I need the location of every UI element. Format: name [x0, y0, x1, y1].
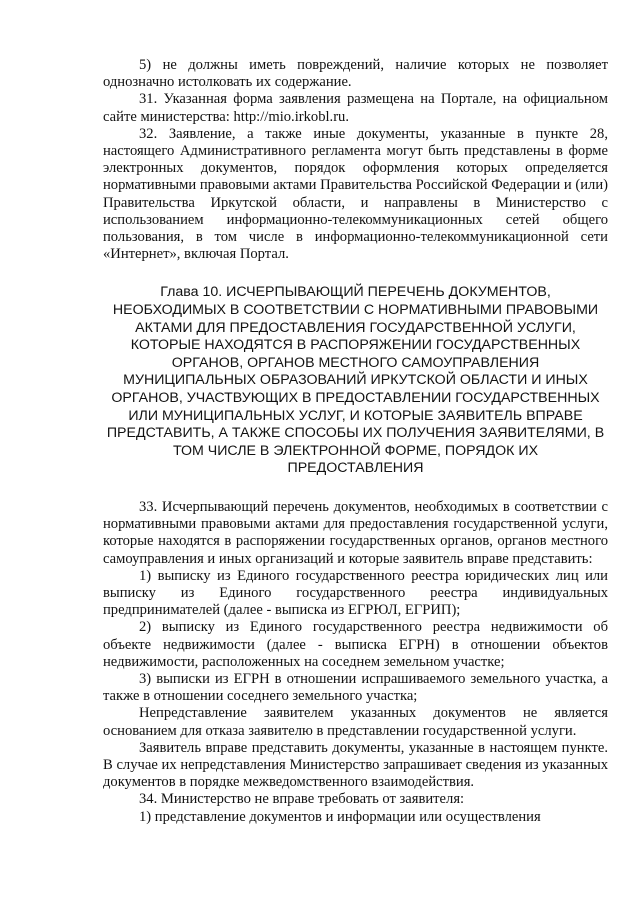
paragraph-31: 31. Указанная форма заявления размещена на Портале, на официальном сайте министерства: http://mio.irkobl.ru.	[103, 91, 608, 125]
paragraph-applicant-right: Заявитель вправе представить документы, указанные в настоящем пункте. В случае их непредставления Министерство запрашивает сведения из указанных документов в порядке межведомственного взаимодействия.	[103, 739, 608, 791]
paragraph-nonsubmission: Непредставление заявителем указанных документов не является основанием для отказа заявителю в представлении государственной услуги.	[103, 705, 608, 739]
paragraph-item-5: 5) не должны иметь повреждений, наличие которых не позволяет однозначно истолковать их содержание.	[103, 57, 608, 91]
paragraph-33-item-2: 2) выписку из Единого государственного реестра недвижимости об объекте недвижимости (далее - выписка ЕГРН) в отношении объектов недвижимости, расположенных на соседнем земельном участке;	[103, 619, 608, 670]
paragraph-33-item-3: 3) выписки из ЕГРН в отношении испрашиваемого земельного участка, а также в отношении соседнего земельного участка;	[103, 671, 608, 705]
paragraph-34: 34. Министерство не вправе требовать от заявителя:	[139, 791, 465, 808]
chapter-heading: Глава 10. ИСЧЕРПЫВАЮЩИЙ ПЕРЕЧЕНЬ ДОКУМЕНТОВ, НЕОБХОДИМЫХ В СООТВЕТСТВИИ С НОРМАТИВНЫМИ ПРАВОВЫМИ АКТАМИ ДЛЯ ПРЕДОСТАВЛЕНИЯ ГОСУДАРСТВЕННОЙ УСЛУГИ, КОТОРЫЕ НАХОДЯТСЯ В РАСПОРЯЖЕНИИ ГОСУДАРСТВЕННЫХ ОРГАНОВ, ОРГАНОВ МЕСТНОГО САМОУПРАВЛЕНИЯ МУНИЦИПАЛЬНЫХ ОБРАЗОВАНИЙ ИРКУТСКОЙ ОБЛАСТИ И ИНЫХ ОРГАНОВ, УЧАСТВУЮЩИХ В ПРЕДОСТАВЛЕНИИ ГОСУДАРСТВЕННЫХ ИЛИ МУНИЦИПАЛЬНЫХ УСЛУГ, И КОТОРЫЕ ЗАЯВИТЕЛЬ ВПРАВЕ ПРЕДСТАВИТЬ, А ТАКЖЕ СПОСОБЫ ИХ ПОЛУЧЕНИЯ ЗАЯВИТЕЛЯМИ, В ТОМ ЧИСЛЕ В ЭЛЕКТРОННОЙ ФОРМЕ, ПОРЯДОК ИХ ПРЕДОСТАВЛЕНИЯ	[106, 284, 605, 477]
document-page	[103, 57, 608, 826]
paragraph-32: 32. Заявление, а также иные документы, указанные в пункте 28, настоящего Административного регламента могут быть представлены в форме электронных документов, порядок оформления которых определяется нормативными правовыми актами Правительства Российской Федерации и (или) Правительства Иркутской области, и направлены в Министерство с использованием информационно-телекоммуникационных сетей общего пользования, в том числе в информационно-телекоммуникационной сети «Интернет», включая Портал.	[103, 125, 608, 263]
paragraph-33-item-1: 1) выписку из Единого государственного реестра юридических лиц или выписку из Единого государственного реестра индивидуальных предпринимателей (далее - выписка из ЕГРЮЛ, ЕГРИП);	[103, 567, 608, 619]
paragraph-33: 33. Исчерпывающий перечень документов, необходимых в соответствии с нормативными правовыми актами для предоставления государственной услуги, которые находятся в распоряжении государственных органов, органов местного самоуправления и иных организаций и которые заявитель вправе представить:	[103, 498, 608, 567]
paragraph-34-item-1: 1) представление документов и информации или осуществления	[139, 808, 541, 825]
